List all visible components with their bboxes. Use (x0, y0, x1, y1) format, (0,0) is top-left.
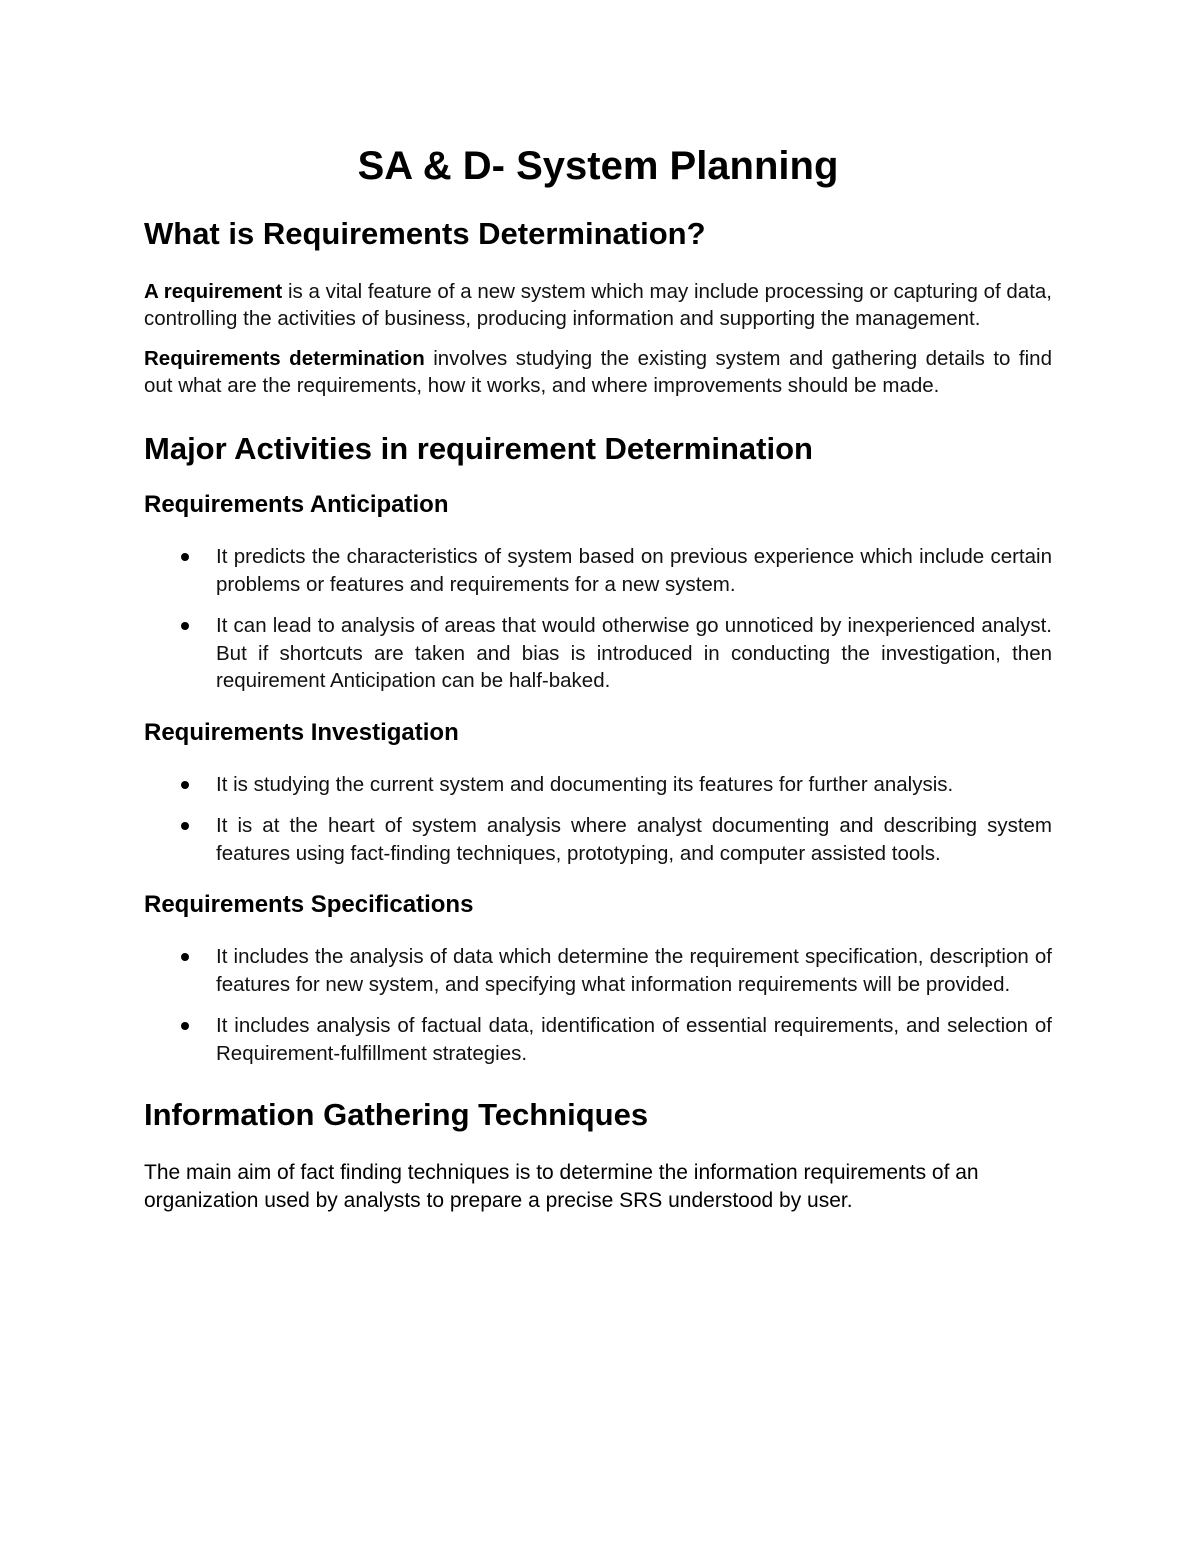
bullet-icon (181, 1022, 189, 1030)
bullet-icon (181, 622, 189, 630)
bullet-icon (181, 953, 189, 961)
list-item-text: It includes analysis of factual data, identification of essential requirements, and selection of Requirement-fulfillment strategies. (216, 1014, 1052, 1065)
paragraph-text: involves studying the existing system and gathering details to find out what are the requirements, how it works, and where improvements should be made. (144, 347, 1052, 397)
bullet-icon (181, 553, 189, 561)
list-item-text: It is at the heart of system analysis where analyst documenting and describing system features using fact-finding techniques, prototyping, and computer assisted tools. (216, 814, 1052, 865)
list-item-text: It is studying the current system and documenting its features for further analysis. (216, 772, 954, 796)
list-item (144, 771, 1052, 799)
paragraph-text: is a vital feature of a new system which may include processing or capturing of data, controlling the activities of business, producing information and supporting the management. (144, 280, 1052, 330)
bullet-icon (181, 781, 189, 789)
subheading-requirements-anticipation: Requirements Anticipation (144, 491, 449, 518)
heading-information-gathering: Information Gathering Techniques (144, 1097, 649, 1132)
list-item (144, 943, 1052, 998)
heading-requirements-determination: What is Requirements Determination? (144, 216, 706, 251)
paragraph-requirement-definition (144, 278, 1052, 332)
paragraph-fact-finding: The main aim of fact finding techniques is to determine the information requirements of an organization used by analysts to prepare a precise SRS understood by user. (144, 1161, 979, 1212)
subheading-requirements-specifications: Requirements Specifications (144, 891, 474, 918)
paragraph-requirements-determination (144, 345, 1052, 399)
bold-term-requirements-determination: Requirements determination (144, 347, 425, 370)
subheading-requirements-investigation: Requirements Investigation (144, 718, 459, 746)
document-body (144, 138, 1052, 1215)
list-item-text: It includes the analysis of data which determine the requirement specification, description of features for new system, and specifying what information requirements will be provided. (216, 945, 1052, 996)
bullet-list-investigation (144, 771, 1052, 868)
list-item (144, 812, 1052, 867)
list-item-text: It can lead to analysis of areas that would otherwise go unnoticed by inexperienced analyst. But if shortcuts are taken and bias is introduced in conducting the investigation, then requirement Anticipation can be half-baked. (216, 614, 1052, 692)
list-item-text: It predicts the characteristics of system based on previous experience which include certain problems or features and requirements for a new system. (216, 545, 1052, 596)
bullet-list-specifications (144, 943, 1052, 1067)
list-item (144, 543, 1052, 598)
list-item (144, 612, 1052, 695)
bold-term-requirement: A requirement (144, 280, 283, 303)
bullet-list-anticipation (144, 543, 1052, 695)
document-title: SA & D- System Planning (357, 144, 839, 188)
list-item (144, 1012, 1052, 1067)
bullet-icon (181, 822, 189, 830)
heading-major-activities: Major Activities in requirement Determination (144, 431, 813, 466)
